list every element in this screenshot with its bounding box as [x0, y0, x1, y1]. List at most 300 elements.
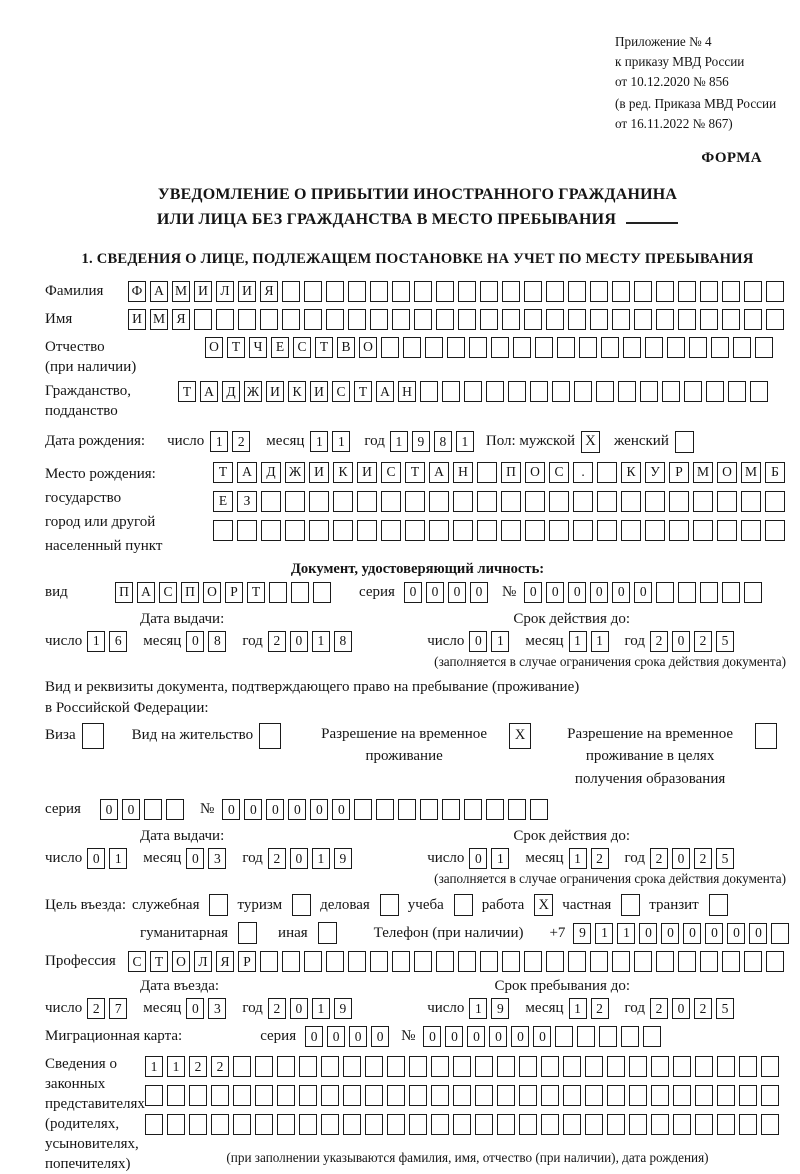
char-cell[interactable] [189, 1114, 207, 1135]
char-cell[interactable] [425, 337, 443, 358]
char-cell[interactable] [387, 1085, 405, 1106]
char-cell[interactable]: 0 [672, 848, 690, 869]
char-cell[interactable] [525, 491, 545, 512]
char-cell[interactable] [621, 491, 641, 512]
char-cell[interactable]: 0 [568, 582, 586, 603]
char-cell[interactable] [722, 309, 740, 330]
char-cell[interactable] [354, 799, 372, 820]
char-cell[interactable] [277, 1114, 295, 1135]
char-cell[interactable] [744, 309, 762, 330]
char-cell[interactable]: 0 [122, 799, 140, 820]
char-cell[interactable]: 9 [334, 848, 352, 869]
char-cell[interactable] [326, 951, 344, 972]
char-cell[interactable] [398, 799, 416, 820]
char-cell[interactable]: М [741, 462, 761, 483]
char-cell[interactable]: 2 [87, 998, 105, 1019]
char-cell[interactable] [590, 951, 608, 972]
char-cell[interactable]: 0 [511, 1026, 529, 1047]
char-cell[interactable] [343, 1114, 361, 1135]
char-cell[interactable] [629, 1114, 647, 1135]
char-cell[interactable]: 0 [445, 1026, 463, 1047]
char-cell[interactable] [304, 309, 322, 330]
char-cell[interactable] [321, 1114, 339, 1135]
char-cell[interactable]: Т [247, 582, 265, 603]
char-cell[interactable] [501, 491, 521, 512]
char-cell[interactable]: 2 [650, 631, 668, 652]
char-cell[interactable] [304, 951, 322, 972]
char-cell[interactable] [365, 1085, 383, 1106]
char-cell[interactable] [519, 1085, 537, 1106]
char-cell[interactable] [348, 951, 366, 972]
char-cell[interactable]: 0 [305, 1026, 323, 1047]
char-cell[interactable] [541, 1114, 559, 1135]
char-cell[interactable]: Л [216, 281, 234, 302]
char-cell[interactable] [563, 1056, 581, 1077]
char-cell[interactable]: 0 [448, 582, 466, 603]
char-cell[interactable] [700, 951, 718, 972]
char-cell[interactable] [409, 1085, 427, 1106]
char-cell[interactable]: 5 [716, 848, 734, 869]
char-cell[interactable] [502, 281, 520, 302]
char-cell[interactable]: 2 [591, 848, 609, 869]
char-cell[interactable] [381, 337, 399, 358]
char-cell[interactable] [597, 491, 617, 512]
char-cell[interactable]: 0 [327, 1026, 345, 1047]
char-cell[interactable] [458, 951, 476, 972]
char-cell[interactable]: 0 [467, 1026, 485, 1047]
char-cell[interactable] [403, 337, 421, 358]
char-cell[interactable] [299, 1114, 317, 1135]
char-cell[interactable] [612, 281, 630, 302]
char-cell[interactable] [299, 1056, 317, 1077]
char-cell[interactable]: 1 [469, 998, 487, 1019]
char-cell[interactable] [733, 337, 751, 358]
char-cell[interactable] [761, 1085, 779, 1106]
char-cell[interactable] [436, 281, 454, 302]
char-cell[interactable] [255, 1114, 273, 1135]
char-cell[interactable]: А [200, 381, 218, 402]
char-cell[interactable]: 0 [672, 631, 690, 652]
char-cell[interactable] [277, 1085, 295, 1106]
char-cell[interactable] [673, 1114, 691, 1135]
char-cell[interactable] [282, 281, 300, 302]
char-cell[interactable] [645, 520, 665, 541]
char-cell[interactable]: 1 [595, 923, 613, 944]
char-cell[interactable]: 5 [716, 998, 734, 1019]
char-cell[interactable] [475, 1085, 493, 1106]
char-cell[interactable] [420, 381, 438, 402]
char-cell[interactable] [145, 1085, 163, 1106]
char-cell[interactable] [678, 951, 696, 972]
char-cell[interactable] [541, 1085, 559, 1106]
char-cell[interactable] [260, 309, 278, 330]
char-cell[interactable] [304, 281, 322, 302]
char-cell[interactable]: У [645, 462, 665, 483]
char-cell[interactable] [700, 582, 718, 603]
char-cell[interactable]: И [310, 381, 328, 402]
char-cell[interactable] [621, 1026, 639, 1047]
char-cell[interactable] [189, 1085, 207, 1106]
char-cell[interactable]: 1 [569, 631, 587, 652]
char-cell[interactable]: С [293, 337, 311, 358]
char-cell[interactable] [453, 1085, 471, 1106]
char-cell[interactable] [414, 309, 432, 330]
char-cell[interactable] [717, 491, 737, 512]
char-cell[interactable] [574, 381, 592, 402]
char-cell[interactable] [216, 309, 234, 330]
purpose-humanitarian-checkbox[interactable] [238, 922, 257, 944]
char-cell[interactable] [700, 309, 718, 330]
char-cell[interactable] [255, 1085, 273, 1106]
char-cell[interactable] [728, 381, 746, 402]
char-cell[interactable] [392, 309, 410, 330]
char-cell[interactable] [634, 951, 652, 972]
char-cell[interactable]: О [525, 462, 545, 483]
char-cell[interactable]: Л [194, 951, 212, 972]
char-cell[interactable]: 3 [208, 848, 226, 869]
char-cell[interactable]: 8 [208, 631, 226, 652]
char-cell[interactable] [501, 520, 521, 541]
char-cell[interactable] [309, 491, 329, 512]
char-cell[interactable]: Е [213, 491, 233, 512]
char-cell[interactable] [477, 520, 497, 541]
char-cell[interactable] [144, 799, 162, 820]
char-cell[interactable] [744, 582, 762, 603]
char-cell[interactable]: 0 [266, 799, 284, 820]
char-cell[interactable] [695, 1056, 713, 1077]
char-cell[interactable]: 0 [590, 582, 608, 603]
char-cell[interactable] [392, 951, 410, 972]
char-cell[interactable]: 0 [533, 1026, 551, 1047]
char-cell[interactable] [678, 281, 696, 302]
char-cell[interactable] [469, 337, 487, 358]
char-cell[interactable] [255, 1056, 273, 1077]
char-cell[interactable] [585, 1085, 603, 1106]
char-cell[interactable] [667, 337, 685, 358]
char-cell[interactable] [299, 1085, 317, 1106]
char-cell[interactable] [285, 491, 305, 512]
char-cell[interactable]: 5 [716, 631, 734, 652]
char-cell[interactable]: С [332, 381, 350, 402]
char-cell[interactable]: 2 [650, 848, 668, 869]
purpose-official-checkbox[interactable] [209, 894, 228, 916]
char-cell[interactable]: Т [315, 337, 333, 358]
purpose-business-checkbox[interactable] [380, 894, 399, 916]
char-cell[interactable] [535, 337, 553, 358]
char-cell[interactable] [480, 309, 498, 330]
char-cell[interactable] [491, 337, 509, 358]
char-cell[interactable] [739, 1085, 757, 1106]
char-cell[interactable]: 1 [569, 998, 587, 1019]
char-cell[interactable] [711, 337, 729, 358]
char-cell[interactable] [530, 799, 548, 820]
char-cell[interactable]: Д [261, 462, 281, 483]
char-cell[interactable] [326, 309, 344, 330]
char-cell[interactable]: 0 [705, 923, 723, 944]
char-cell[interactable] [429, 520, 449, 541]
char-cell[interactable]: 0 [310, 799, 328, 820]
char-cell[interactable]: Р [238, 951, 256, 972]
char-cell[interactable] [689, 337, 707, 358]
char-cell[interactable] [634, 281, 652, 302]
char-cell[interactable]: 2 [591, 998, 609, 1019]
char-cell[interactable] [524, 309, 542, 330]
char-cell[interactable] [612, 951, 630, 972]
char-cell[interactable] [656, 309, 674, 330]
char-cell[interactable]: 7 [109, 998, 127, 1019]
char-cell[interactable]: 1 [491, 848, 509, 869]
char-cell[interactable] [497, 1056, 515, 1077]
char-cell[interactable]: К [288, 381, 306, 402]
char-cell[interactable] [643, 1026, 661, 1047]
char-cell[interactable]: 0 [288, 799, 306, 820]
char-cell[interactable]: Т [405, 462, 425, 483]
char-cell[interactable]: 0 [683, 923, 701, 944]
char-cell[interactable] [700, 281, 718, 302]
char-cell[interactable] [706, 381, 724, 402]
char-cell[interactable] [277, 1056, 295, 1077]
char-cell[interactable] [333, 520, 353, 541]
char-cell[interactable]: 0 [222, 799, 240, 820]
char-cell[interactable] [365, 1056, 383, 1077]
char-cell[interactable] [546, 281, 564, 302]
char-cell[interactable] [669, 491, 689, 512]
char-cell[interactable] [669, 520, 689, 541]
purpose-transit-checkbox[interactable] [709, 894, 728, 916]
char-cell[interactable] [741, 491, 761, 512]
char-cell[interactable]: 0 [749, 923, 767, 944]
char-cell[interactable] [211, 1085, 229, 1106]
char-cell[interactable] [693, 520, 713, 541]
purpose-private-checkbox[interactable] [621, 894, 640, 916]
char-cell[interactable] [348, 309, 366, 330]
char-cell[interactable] [480, 951, 498, 972]
char-cell[interactable]: 0 [404, 582, 422, 603]
char-cell[interactable]: 0 [524, 582, 542, 603]
char-cell[interactable] [213, 520, 233, 541]
char-cell[interactable]: 2 [694, 631, 712, 652]
char-cell[interactable] [477, 491, 497, 512]
char-cell[interactable] [194, 309, 212, 330]
char-cell[interactable]: 0 [87, 848, 105, 869]
char-cell[interactable]: Д [222, 381, 240, 402]
char-cell[interactable] [486, 381, 504, 402]
char-cell[interactable] [645, 337, 663, 358]
char-cell[interactable]: О [172, 951, 190, 972]
char-cell[interactable]: 1 [332, 431, 350, 452]
char-cell[interactable] [233, 1085, 251, 1106]
char-cell[interactable] [414, 951, 432, 972]
char-cell[interactable]: Я [260, 281, 278, 302]
char-cell[interactable] [552, 381, 570, 402]
char-cell[interactable]: Р [225, 582, 243, 603]
char-cell[interactable]: О [717, 462, 737, 483]
char-cell[interactable] [261, 520, 281, 541]
char-cell[interactable] [549, 520, 569, 541]
char-cell[interactable]: . [573, 462, 593, 483]
char-cell[interactable]: 0 [470, 582, 488, 603]
char-cell[interactable]: И [128, 309, 146, 330]
char-cell[interactable]: 2 [268, 998, 286, 1019]
char-cell[interactable] [673, 1056, 691, 1077]
char-cell[interactable] [765, 520, 785, 541]
char-cell[interactable] [525, 520, 545, 541]
char-cell[interactable] [546, 309, 564, 330]
char-cell[interactable] [376, 799, 394, 820]
char-cell[interactable] [766, 309, 784, 330]
char-cell[interactable]: И [238, 281, 256, 302]
char-cell[interactable]: 1 [591, 631, 609, 652]
char-cell[interactable]: 0 [423, 1026, 441, 1047]
char-cell[interactable] [568, 309, 586, 330]
char-cell[interactable]: Т [354, 381, 372, 402]
char-cell[interactable] [211, 1114, 229, 1135]
char-cell[interactable] [585, 1114, 603, 1135]
char-cell[interactable] [673, 1085, 691, 1106]
char-cell[interactable] [309, 520, 329, 541]
char-cell[interactable] [420, 799, 438, 820]
char-cell[interactable] [568, 951, 586, 972]
char-cell[interactable]: 0 [332, 799, 350, 820]
char-cell[interactable]: К [621, 462, 641, 483]
char-cell[interactable]: Т [150, 951, 168, 972]
char-cell[interactable] [524, 281, 542, 302]
char-cell[interactable]: 0 [290, 998, 308, 1019]
char-cell[interactable]: 0 [290, 848, 308, 869]
char-cell[interactable] [765, 491, 785, 512]
char-cell[interactable]: Ч [249, 337, 267, 358]
char-cell[interactable]: Т [227, 337, 245, 358]
char-cell[interactable]: 1 [312, 631, 330, 652]
char-cell[interactable] [549, 491, 569, 512]
char-cell[interactable]: Т [178, 381, 196, 402]
char-cell[interactable] [656, 281, 674, 302]
char-cell[interactable] [502, 951, 520, 972]
sex-male-checkbox[interactable]: X [581, 431, 600, 453]
char-cell[interactable]: 0 [672, 998, 690, 1019]
purpose-other-checkbox[interactable] [318, 922, 337, 944]
char-cell[interactable] [453, 1056, 471, 1077]
char-cell[interactable] [693, 491, 713, 512]
char-cell[interactable] [739, 1056, 757, 1077]
char-cell[interactable] [678, 582, 696, 603]
char-cell[interactable]: С [381, 462, 401, 483]
char-cell[interactable]: 1 [617, 923, 635, 944]
char-cell[interactable] [475, 1114, 493, 1135]
char-cell[interactable] [678, 309, 696, 330]
char-cell[interactable] [233, 1056, 251, 1077]
char-cell[interactable]: З [237, 491, 257, 512]
char-cell[interactable]: 0 [469, 848, 487, 869]
char-cell[interactable] [508, 381, 526, 402]
char-cell[interactable]: Ф [128, 281, 146, 302]
char-cell[interactable]: А [237, 462, 257, 483]
char-cell[interactable]: 2 [650, 998, 668, 1019]
char-cell[interactable] [640, 381, 658, 402]
char-cell[interactable]: П [115, 582, 133, 603]
purpose-study-checkbox[interactable] [454, 894, 473, 916]
char-cell[interactable]: 0 [469, 631, 487, 652]
char-cell[interactable] [519, 1056, 537, 1077]
char-cell[interactable] [458, 309, 476, 330]
char-cell[interactable] [508, 799, 526, 820]
char-cell[interactable] [405, 491, 425, 512]
char-cell[interactable] [480, 281, 498, 302]
char-cell[interactable]: Я [216, 951, 234, 972]
char-cell[interactable] [167, 1085, 185, 1106]
char-cell[interactable]: Я [172, 309, 190, 330]
char-cell[interactable] [343, 1056, 361, 1077]
char-cell[interactable]: С [549, 462, 569, 483]
char-cell[interactable] [442, 381, 460, 402]
char-cell[interactable]: А [429, 462, 449, 483]
char-cell[interactable]: 1 [145, 1056, 163, 1077]
char-cell[interactable] [365, 1114, 383, 1135]
char-cell[interactable]: 2 [268, 848, 286, 869]
residence-permit-checkbox[interactable] [259, 723, 281, 749]
char-cell[interactable]: К [333, 462, 353, 483]
char-cell[interactable]: 1 [312, 848, 330, 869]
char-cell[interactable] [722, 951, 740, 972]
char-cell[interactable] [601, 337, 619, 358]
char-cell[interactable] [291, 582, 309, 603]
char-cell[interactable]: 3 [208, 998, 226, 1019]
char-cell[interactable] [442, 799, 460, 820]
char-cell[interactable]: 2 [189, 1056, 207, 1077]
char-cell[interactable]: 0 [100, 799, 118, 820]
char-cell[interactable]: 1 [312, 998, 330, 1019]
char-cell[interactable] [573, 520, 593, 541]
char-cell[interactable] [662, 381, 680, 402]
char-cell[interactable]: 1 [210, 431, 228, 452]
char-cell[interactable] [717, 1085, 735, 1106]
char-cell[interactable] [238, 309, 256, 330]
char-cell[interactable] [695, 1114, 713, 1135]
char-cell[interactable] [656, 951, 674, 972]
char-cell[interactable]: В [337, 337, 355, 358]
char-cell[interactable] [431, 1085, 449, 1106]
char-cell[interactable] [750, 381, 768, 402]
purpose-work-checkbox[interactable]: X [534, 894, 553, 916]
char-cell[interactable]: 1 [167, 1056, 185, 1077]
char-cell[interactable]: 1 [491, 631, 509, 652]
char-cell[interactable] [577, 1026, 595, 1047]
char-cell[interactable] [285, 520, 305, 541]
char-cell[interactable] [618, 381, 636, 402]
char-cell[interactable] [261, 491, 281, 512]
char-cell[interactable]: 2 [694, 998, 712, 1019]
char-cell[interactable] [475, 1056, 493, 1077]
char-cell[interactable] [269, 582, 287, 603]
char-cell[interactable] [766, 951, 784, 972]
char-cell[interactable] [447, 337, 465, 358]
char-cell[interactable] [563, 1114, 581, 1135]
char-cell[interactable]: М [150, 309, 168, 330]
char-cell[interactable]: О [203, 582, 221, 603]
char-cell[interactable]: Е [271, 337, 289, 358]
char-cell[interactable] [313, 582, 331, 603]
char-cell[interactable] [282, 309, 300, 330]
char-cell[interactable] [557, 337, 575, 358]
char-cell[interactable]: 8 [334, 631, 352, 652]
char-cell[interactable] [321, 1056, 339, 1077]
char-cell[interactable] [629, 1056, 647, 1077]
char-cell[interactable]: 0 [661, 923, 679, 944]
char-cell[interactable] [634, 309, 652, 330]
char-cell[interactable] [497, 1085, 515, 1106]
char-cell[interactable] [392, 281, 410, 302]
char-cell[interactable]: 9 [491, 998, 509, 1019]
